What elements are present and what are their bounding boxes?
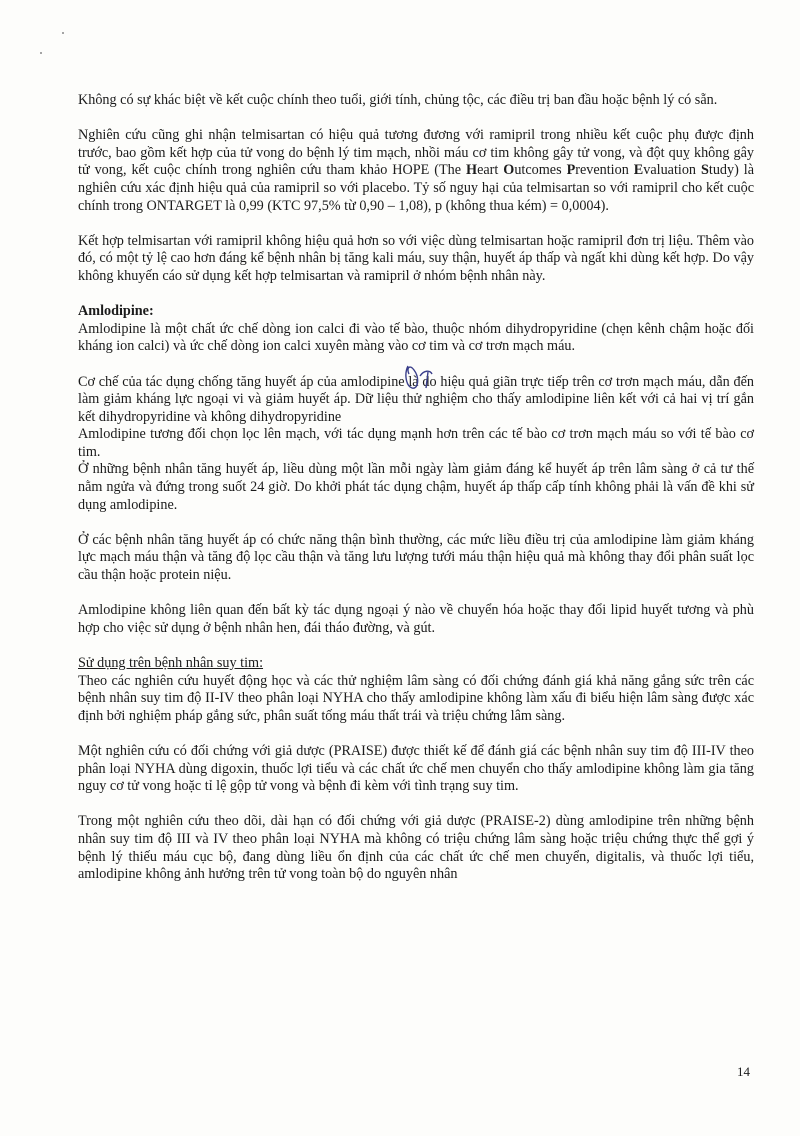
paragraph: Không có sự khác biệt về kết cuộc chính theo tuổi, giới tính, chủng tộc, các điều trị ban đầu hoặc bệnh lý có sẵn. <box>78 92 718 108</box>
section-heading-amlodipine: Amlodipine: <box>78 303 154 320</box>
paragraph: Trong một nghiên cứu theo dõi, dài hạn có đối chứng với giả dược (PRAISE-2) dùng amlodipine trên những bệnh nhân suy tim độ III và IV theo phân loại NYHA mà không có triệu chứng lâm sàng hoặc triệu chứng thực thể gợi ý bệnh lý thiếu máu cục bộ, đang dùng liều ổn định của các chất ức chế men chuyển, digitalis, và thuốc lợi tiểu, amlodipine không ảnh hưởng trên tử vong toàn bộ do nguyên nhân <box>78 813 754 883</box>
document-body <box>78 92 754 884</box>
paragraph: Nghiên cứu cũng ghi nhận telmisartan có hiệu quả tương đương với ramipril trong nhiều kết cuộc phụ được định trước, bao gồm kết hợp của tử vong do bệnh lý tim mạch, nhồi máu cơ tim không gây tử vong, và đột quỵ không gây tử vong, kết cuộc chính trong nghiên cứu tham khảo HOPE (The Heart Outcomes Prevention Evaluation Study) là nghiên cứu xác định hiệu quả của ramipril so với placebo. Tỷ số nguy hại của telmisartan so với ramipril cho kết cuộc chính trong ONTARGET là 0,99 (KTC 97,5% từ 0,90 – 1,08), p (không thua kém) = 0,0004). <box>78 127 755 214</box>
paragraph: Amlodipine không liên quan đến bất kỳ tác dụng ngoại ý nào về chuyển hóa hoặc thay đổi lipid huyết tương và phù hợp cho việc sử dụng ở bệnh nhân hen, đái tháo đường, và gút. <box>78 602 754 636</box>
paragraph: Một nghiên cứu có đối chứng với giả dược (PRAISE) được thiết kế để đánh giá các bệnh nhân suy tim độ III-IV theo phân loại NYHA dùng digoxin, thuốc lợi tiểu và các chất ức chế men chuyển cho thấy amlodipine không làm gia tăng nguy cơ tử vong hoặc tỉ lệ gộp tử vong và bệnh đi kèm với tình trạng suy tim. <box>78 742 754 795</box>
paragraph: Cơ chế của tác dụng chống tăng huyết áp của amlodipine là do hiệu quả giãn trực tiếp trên cơ trơn mạch máu, dẫn đến làm giảm kháng lực ngoại vi và giảm huyết áp. Dữ liệu thử nghiệm cho thấy amlodipine liên kết với cả hai vị trí gắn kết dihydropyridine và không dihydropyridine <box>78 373 754 425</box>
scan-speck <box>40 52 42 54</box>
page-number: 14 <box>737 1064 750 1079</box>
paragraph: Amlodipine là một chất ức chế dòng ion calci đi vào tế bào, thuộc nhóm dihydropyridine (chẹn kênh chậm hoặc đối kháng ion calci) và ức chế dòng ion calci xuyên màng vào cơ tim và cơ trơn mạch máu. <box>78 320 754 355</box>
handwritten-initials-mark <box>400 360 444 394</box>
section-heading-heart-failure: Sử dụng trên bệnh nhân suy tim: <box>78 655 264 671</box>
scan-speck <box>62 32 64 34</box>
paragraph: Ở các bệnh nhân tăng huyết áp có chức năng thận bình thường, các mức liều điều trị của amlodipine làm giảm kháng lực mạch máu thận và tăng độ lọc cầu thận và tăng lưu lượng tưới máu thận hiệu quả mà không thay đổi phân suất lọc cầu thận hoặc protein niệu. <box>78 531 754 584</box>
paragraph: Kết hợp telmisartan với ramipril không hiệu quả hơn so với việc dùng telmisartan hoặc ramipril đơn trị liệu. Thêm vào đó, có một tỷ lệ cao hơn đáng kể bệnh nhân bị tăng kali máu, suy thận, huyết áp thấp và ngất khi dùng kết hợp. Do vậy không khuyến cáo sử dụng kết hợp telmisartan và ramipril ở nhóm bệnh nhân này. <box>78 232 754 284</box>
paragraph: Amlodipine tương đối chọn lọc lên mạch, với tác dụng mạnh hơn trên các tế bào cơ trơn mạch máu so với tế bào cơ tim. <box>78 426 754 460</box>
paragraph: Ở những bệnh nhân tăng huyết áp, liều dùng một lần mỗi ngày làm giảm đáng kể huyết áp trên lâm sàng ở cả tư thế nằm ngửa và đứng trong suốt 24 giờ. Do khởi phát tác dụng chậm, huyết áp thấp cấp tính không phải là vấn đề khi sử dụng amlodipine. <box>78 461 754 513</box>
paragraph: Theo các nghiên cứu huyết động học và các thử nghiệm lâm sàng có đối chứng đánh giá khả năng gắng sức trên các bệnh nhân suy tim độ II-IV theo phân loại NYHA cho thấy amlodipine không làm xấu đi biểu hiện lâm sàng được xác định bởi nghiệm pháp gắng sức, phân suất tống máu thất trái và triệu chứng lâm sàng. <box>78 672 754 724</box>
